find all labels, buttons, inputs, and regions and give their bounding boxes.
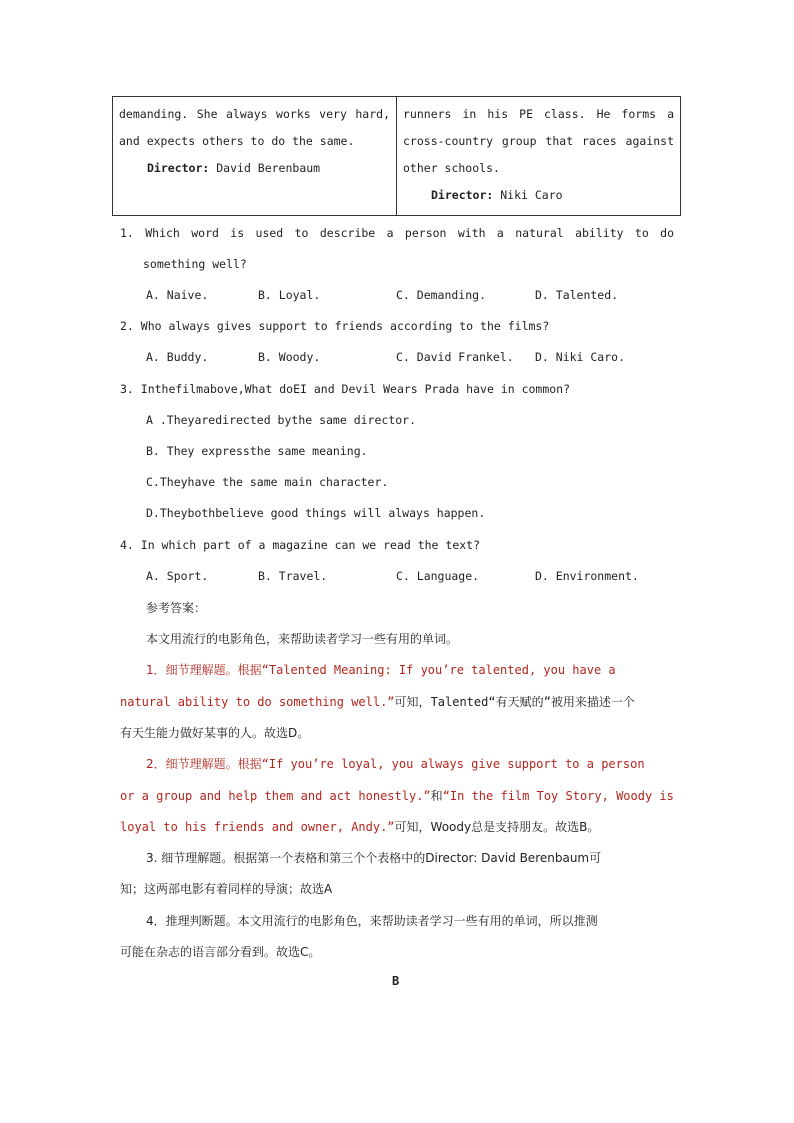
answer-option: A. Buddy. — [146, 350, 209, 364]
answer-option: B. Woody. — [258, 350, 321, 364]
director-credit — [119, 155, 390, 182]
answer-quote: or a group and help them and act honestly.” — [120, 789, 431, 803]
answer-explanation — [120, 787, 674, 804]
answer-explanation — [120, 693, 635, 710]
answer-text: 和 — [430, 789, 443, 803]
director-label: Director: — [147, 161, 210, 175]
answer-explanation — [146, 755, 645, 772]
director-label: Director: — [431, 188, 494, 202]
answer-option: B. They expressthe same meaning. — [146, 444, 368, 458]
film-text-line: runners in his PE class. He forms a — [403, 107, 674, 121]
film-text-line: and expects others to do the same. — [119, 134, 355, 148]
answer-explanation: 知；这两部电影有着同样的导演；故选A — [120, 882, 333, 896]
answers-heading: 参考答案： — [146, 601, 207, 615]
answer-option: C. David Frankel. — [396, 350, 514, 364]
answer-quote: natural ability to do something well.” — [120, 695, 395, 709]
answer-text: 可知， — [394, 695, 431, 709]
director-name: David Berenbaum — [216, 161, 321, 175]
film-text-line: demanding. She always works very hard, — [119, 107, 390, 121]
answer-quote: loyal to his friends and owner, Andy.” — [120, 820, 395, 834]
answer-option: A. Naive. — [146, 288, 209, 302]
answer-option: D. Talented. — [535, 288, 619, 302]
answer-explanation: 有天生能力做好某事的人。故选D。 — [120, 726, 310, 740]
answer-option: D. Environment. — [535, 569, 639, 583]
answer-explanation: 可能在杂志的语言部分看到。故选C。 — [120, 945, 321, 959]
answer-option: C.Theyhave the same main character. — [146, 475, 389, 489]
answer-quote: “Talented Meaning: If you’re talented, you have a — [261, 663, 616, 677]
question-stem: something well? — [143, 257, 247, 271]
director-name: Niki Caro — [500, 188, 563, 202]
answer-quote: “If you’re loyal, you always give support to a person — [261, 757, 645, 771]
answer-explanation — [146, 661, 616, 678]
answer-text: 被用来描述一个 — [550, 695, 635, 709]
answer-text: 1．细节理解题。根据 — [146, 663, 262, 677]
film-cell-left — [113, 97, 397, 216]
answers-intro: 本文用流行的电影角色，来帮助读者学习一些有用的单词。 — [146, 632, 459, 646]
answer-quote: “In the film Toy Story, Woody is — [442, 789, 674, 803]
answer-option: B. Travel. — [258, 569, 328, 583]
answer-option: D. Niki Caro. — [535, 350, 626, 364]
answer-explanation: 4．推理判断题。本文用流行的电影角色，来帮助读者学习一些有用的单词，所以推测 — [146, 914, 598, 928]
question-stem: 3. Inthefilmabove,What doEI and Devil Wears Prada have in common? — [120, 382, 571, 396]
answer-explanation: 3. 细节理解题。根据第一个表格和第三个个表格中的Director: David Berenbaum可 — [146, 851, 602, 865]
answer-option: D.Theybothbelieve good things will always happen. — [146, 506, 486, 520]
answer-option: A .Theyaredirected bythe same director. — [146, 413, 417, 427]
film-table — [112, 96, 681, 216]
answer-explanation — [120, 818, 599, 835]
question-stem: 4. In which part of a magazine can we read the text? — [120, 538, 481, 552]
answer-option: C. Demanding. — [396, 288, 487, 302]
director-credit — [403, 182, 674, 209]
film-text-line: cross-country group that races against — [403, 134, 674, 148]
question-stem: 2. Who always gives support to friends according to the films? — [120, 319, 550, 333]
answer-option: B. Loyal. — [258, 288, 321, 302]
film-text-line: other schools. — [403, 161, 500, 175]
answer-text: Talented“有天赋的” — [430, 695, 551, 709]
answer-text: 可知，Woody总是支持朋友。故选B。 — [394, 820, 600, 834]
answer-option: A. Sport. — [146, 569, 209, 583]
question-stem: 1. Which word is used to describe a person with a natural ability to do — [120, 226, 674, 240]
answer-text: 2．细节理解题。根据 — [146, 757, 262, 771]
film-cell-right — [397, 97, 681, 216]
section-label: B — [392, 974, 400, 988]
answer-option: C. Language. — [396, 569, 480, 583]
